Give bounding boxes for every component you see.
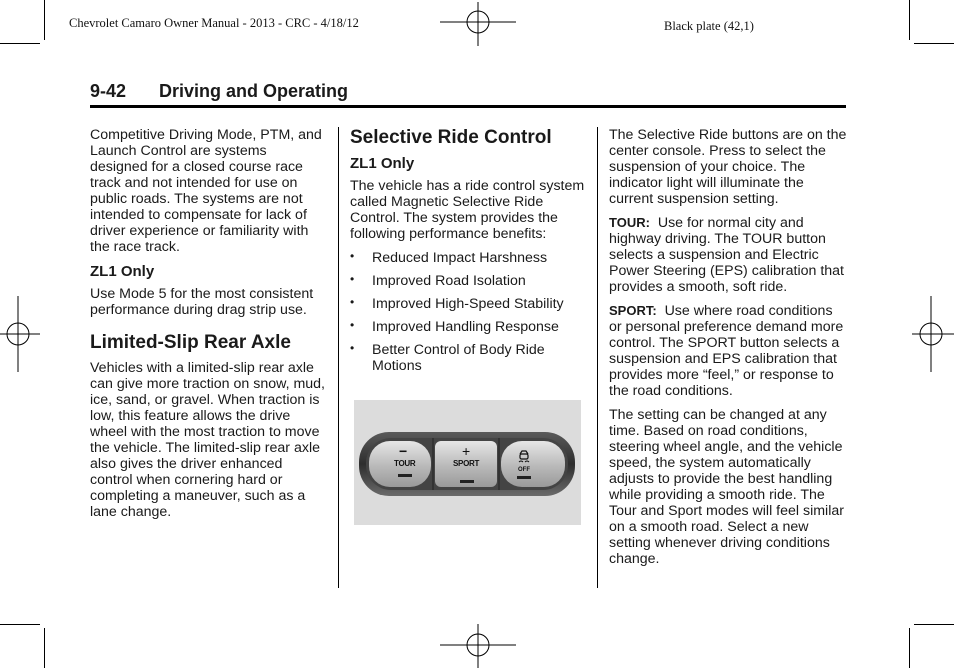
list-item: • Better Control of Body Ride Motions (350, 341, 545, 374)
paragraph-ride-control-intro: The vehicle has a ride control system called Magnetic Selective Ride Control. The system provides the following performance benefits: (350, 178, 585, 242)
paragraph-sport-mode: SPORT: Use where road conditions or personal preference demand more control. The SPORT button selects a suspension and EPS calibration that provides more “feel,” or response to the road conditions. (609, 303, 844, 399)
paragraph-buttons-location: The Selective Ride buttons are on the center console. Press to select the suspension of your choice. The indicator light will illuminate the current suspension setting. (609, 127, 847, 207)
paragraph-limited-slip: Vehicles with a limited-slip rear axle can give more traction on snow, mud, ice, sand, or gravel. When traction is low, this feature allows the drive wheel with the most traction to move the vehicle. The limited-slip rear axle also gives the driver enhanced control when cornering hard or completing a maneuver, such as a lane change. (90, 360, 326, 520)
column-divider-right (597, 127, 598, 588)
registration-mark-bottom (440, 624, 516, 668)
ride-control-buttons-figure (354, 400, 581, 525)
column-3 (609, 127, 849, 575)
tour-label: TOUR (394, 459, 416, 468)
heading-limited-slip-rear-axle: Limited-Slip Rear Axle (90, 332, 291, 353)
paragraph-tour-mode: TOUR: Use for normal city and highway driving. The TOUR button selects a suspension and Electric Power Steering (EPS) calibration that provides a smooth, soft ride. (609, 215, 844, 295)
list-item: • Improved High-Speed Stability (350, 295, 564, 312)
list-item: • Improved Road Isolation (350, 272, 526, 289)
section-header (90, 81, 846, 108)
traction-off-button (501, 441, 565, 487)
list-item: • Improved Handling Response (350, 318, 559, 335)
registration-mark-left (0, 296, 40, 372)
registration-mark-top (440, 2, 516, 46)
tour-keyword: TOUR: (609, 215, 650, 230)
sport-label: SPORT (453, 459, 480, 468)
header-document-info: Chevrolet Camaro Owner Manual - 2013 - CRC - 4/18/12 (69, 16, 359, 30)
section-title: Driving and Operating (159, 81, 349, 101)
registration-mark-right (912, 296, 954, 372)
heading-zl1-only-2: ZL1 Only (350, 155, 415, 172)
header-plate-info: Black plate (42,1) (664, 19, 754, 33)
minus-glyph: − (399, 443, 408, 459)
heading-selective-ride-control: Selective Ride Control (350, 127, 552, 148)
column-2 (350, 127, 586, 382)
paragraph-setting-change: The setting can be changed at any time. Based on road conditions, steering wheel angle, and the vehicle speed, the system automatically adjusts to provide the best handling while providing a smooth ride. The Tour and Sport modes will feel similar on a smooth road. Select a new setting whenever driving conditions change. (609, 407, 844, 567)
heading-zl1-only: ZL1 Only (90, 263, 155, 280)
column-1 (90, 127, 328, 528)
off-label: OFF (518, 467, 530, 473)
bullet-marker: • (350, 318, 355, 332)
plus-glyph: + (462, 443, 471, 459)
bullet-marker: • (350, 295, 355, 309)
page-number: 9-42 (90, 81, 127, 101)
paragraph-mode-5: Use Mode 5 for the most consistent performance during drag strip use. (90, 286, 314, 318)
list-item: • Reduced Impact Harshness (350, 249, 548, 266)
bullet-marker: • (350, 249, 355, 263)
bullet-marker: • (350, 341, 355, 355)
bullet-marker: • (350, 272, 355, 286)
column-divider-left (338, 127, 339, 588)
sport-keyword: SPORT: (609, 303, 657, 318)
paragraph-competitive-driving: Competitive Driving Mode, PTM, and Launch Control are systems designed for a closed course race track and not intended for use on public roads. The systems are not intended to compensate for lack of driver experience or familiarity with the race track. (90, 127, 322, 255)
benefits-list (350, 250, 586, 374)
